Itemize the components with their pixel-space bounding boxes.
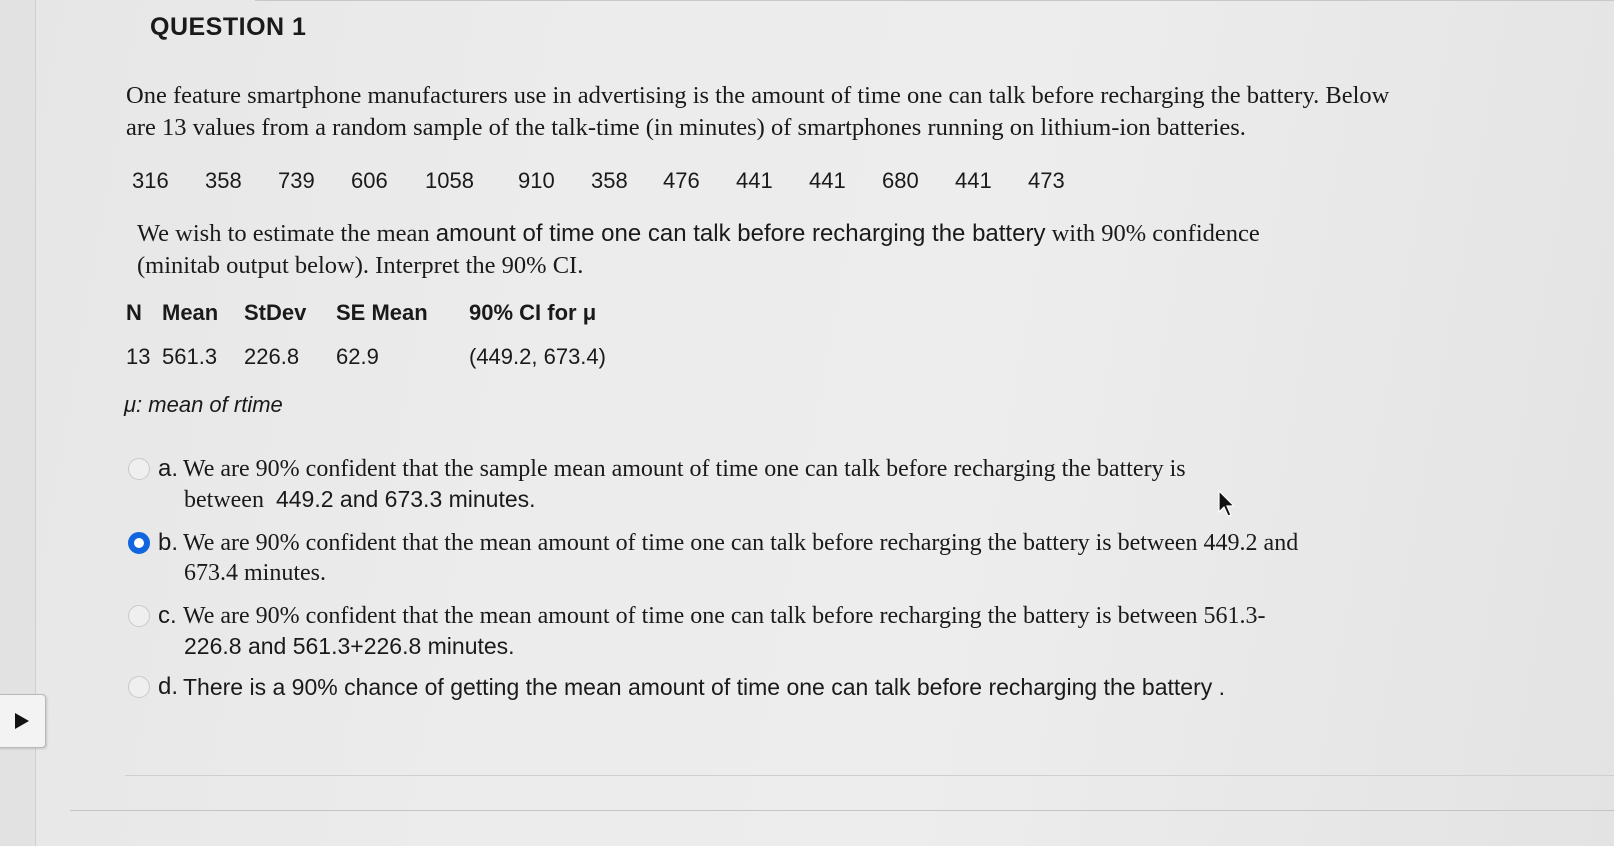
estimate-line-1	[137, 218, 1517, 250]
question-intro-line-2: are 13 values from a random sample of the talk-time (in minutes) of smartphones running on lithium-ion batteries.	[126, 114, 1246, 141]
value-n: 13	[126, 344, 151, 369]
top-divider	[255, 0, 1614, 1]
sample-value: 358	[205, 168, 242, 193]
header-mean: Mean	[162, 300, 219, 325]
mu-definition-note: μ: mean of rtime	[124, 392, 283, 417]
header-ci: 90% CI for μ	[469, 300, 597, 325]
value-ci: (449.2, 673.4)	[469, 344, 606, 369]
header-stdev: StDev	[244, 300, 307, 325]
question-intro	[126, 80, 1566, 144]
sample-value: 441	[955, 168, 992, 193]
bottom-divider	[125, 775, 1614, 776]
sample-value: 473	[1028, 168, 1065, 193]
sample-value: 1058	[425, 168, 474, 193]
bottom-divider	[70, 810, 1614, 811]
estimate-prefix: We wish to estimate the mean	[137, 220, 430, 247]
option-line-1: We are 90% confident that the mean amount of time one can talk before recharging the battery is between 561.3-	[183, 603, 1266, 629]
sample-value: 476	[663, 168, 700, 193]
side-panel-toggle[interactable]	[0, 694, 46, 748]
sample-value: 910	[518, 168, 555, 193]
option-letter: a.	[158, 455, 179, 482]
option-line-2: 673.4 minutes.	[184, 560, 326, 586]
radio-button-d[interactable]	[128, 676, 150, 698]
header-se-mean: SE Mean	[336, 300, 428, 325]
option-line-1: There is a 90% chance of getting the mean amount of time one can talk before recharging the battery .	[183, 674, 1226, 700]
header-n: N	[126, 300, 142, 325]
estimate-line-2: (minitab output below). Interpret the 90% CI.	[137, 252, 584, 279]
sample-value: 358	[591, 168, 628, 193]
radio-button-a[interactable]	[128, 458, 150, 480]
option-letter: d.	[158, 673, 179, 700]
value-se-mean: 62.9	[336, 344, 379, 369]
option-line-1: We are 90% confident that the mean amount of time one can talk before recharging the battery is between 449.2 and	[183, 530, 1299, 556]
option-letter: b.	[158, 529, 179, 556]
sample-value: 441	[736, 168, 773, 193]
sample-value: 441	[809, 168, 846, 193]
play-triangle-icon	[14, 712, 30, 730]
sample-values	[132, 168, 1065, 194]
value-stdev: 226.8	[244, 344, 300, 369]
option-text	[183, 672, 1453, 703]
question-title: QUESTION 1	[150, 13, 307, 41]
question-intro-line-1: One feature smartphone manufacturers use in advertising is the amount of time one can talk before recharging the battery. Below	[126, 82, 1390, 109]
sample-value: 680	[882, 168, 919, 193]
estimate-suffix: with 90% confidence	[1051, 220, 1260, 247]
option-text	[183, 601, 1453, 661]
value-mean: 561.3	[162, 344, 218, 369]
radio-button-c[interactable]	[128, 605, 150, 627]
option-text	[183, 454, 1453, 515]
option-letter: c.	[158, 602, 177, 629]
estimate-middle: amount of time one can talk before recharging the battery	[435, 220, 1046, 247]
cursor-arrow-icon	[1218, 490, 1236, 518]
option-line-2-prefix: between	[184, 487, 264, 513]
estimate-prompt	[137, 218, 1517, 282]
option-line-2-range: 449.2 and 673.3 minutes.	[275, 486, 536, 512]
option-line-1: We are 90% confident that the sample mean amount of time one can talk before recharging the battery is	[183, 456, 1186, 482]
sample-value: 316	[132, 168, 169, 193]
option-line-2: 226.8 and 561.3+226.8 minutes.	[184, 633, 515, 659]
sample-value: 606	[351, 168, 388, 193]
sample-value: 739	[278, 168, 315, 193]
option-text	[183, 528, 1453, 588]
radio-button-b-selected[interactable]	[128, 532, 150, 554]
option-line-2	[183, 484, 1453, 515]
